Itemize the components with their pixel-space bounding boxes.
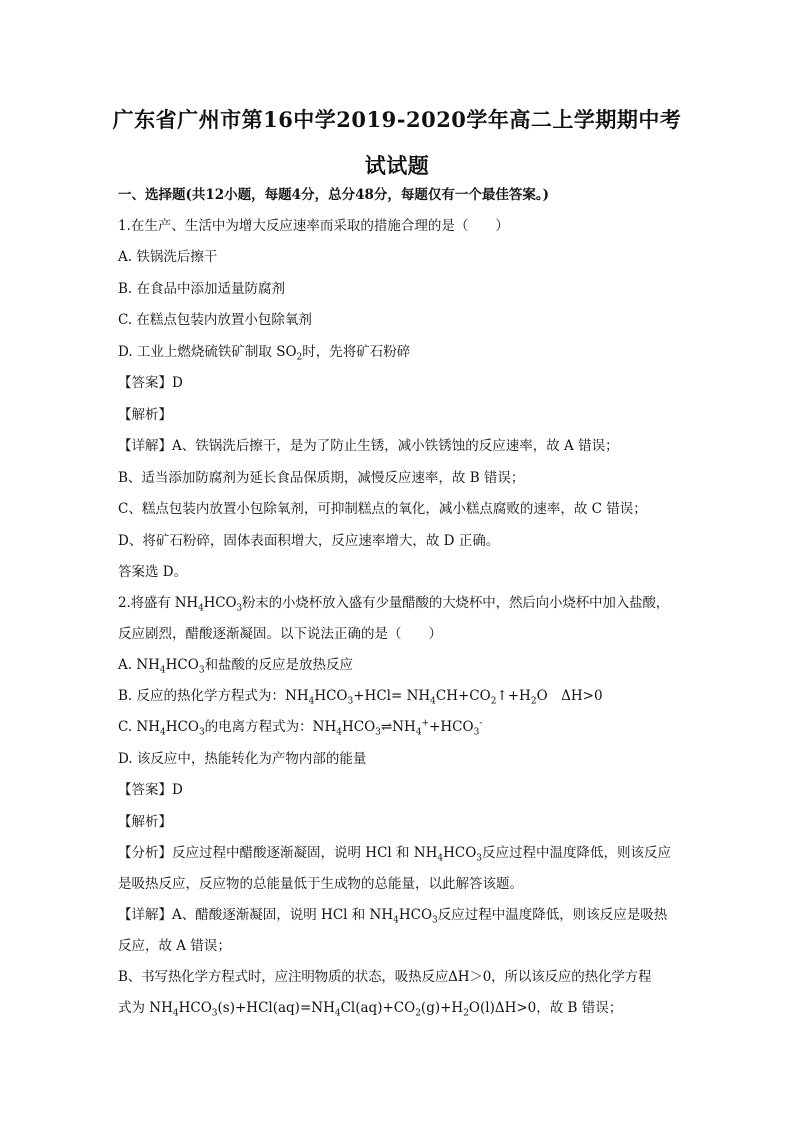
text: ↑+H (496, 688, 531, 704)
subscript: 2 (463, 1008, 469, 1019)
q2-detail-b-line-1: B、书写热化学方程式时，应注明物质的状态，吸热反应ΔH＞0，所以该反应的热化学方程 (118, 969, 652, 985)
subscript: 3 (211, 1008, 218, 1019)
text: CH+CO (435, 688, 491, 704)
subscript: 4 (415, 727, 422, 738)
subscript: 4 (308, 696, 315, 707)
q1-detail-a: 【详解】A、铁锅洗后擦干，是为了防止生锈，减小铁锈蚀的反应速率，故 A 错误； (118, 438, 619, 454)
q1-detail-d: D、将矿石粉碎，固体表面积增大，反应速率增大，故 D 正确。 (118, 533, 500, 549)
text: 粉末的小烧杯放入盛有少量醋酸的大烧杯中，然后向小烧杯中加入盐酸， (241, 595, 670, 611)
text: 【分析】反应过程中醋酸逐渐凝固，说明 HCl 和 NH (118, 845, 438, 861)
text: HCO (342, 719, 376, 735)
text: 的电离方程式为：NH (204, 719, 337, 735)
text: 反应过程中温度降低，则该反应是吸热 (437, 907, 668, 923)
q2-option-c (118, 718, 482, 736)
q2-option-b (118, 687, 603, 705)
q1-conclusion: 答案选 D。 (118, 564, 188, 580)
subscript: 4 (393, 915, 399, 926)
subscript: 4 (430, 696, 436, 707)
subscript: 4 (160, 727, 166, 738)
doc-title-line-2: 试试题 (364, 153, 430, 178)
q2-detail-b-line-2 (118, 999, 622, 1017)
q2-detail-a-line-1 (118, 906, 667, 924)
section-heading: 一、选择题(共12小题，每题4分，总分48分，每题仅有一个最佳答案。) (118, 187, 549, 203)
subscript: 2 (490, 696, 497, 707)
text: A. NH (118, 657, 160, 673)
subscript: 4 (172, 1008, 179, 1019)
subscript: 4 (336, 727, 342, 738)
text: 反应过程中温度降低，则该反应 (482, 845, 672, 861)
subscript: 3 (375, 727, 381, 738)
text: +HCl= NH (353, 688, 431, 704)
text: HCO (398, 907, 433, 923)
text: Cl(aq)+CO (340, 1000, 416, 1016)
text: O(l)ΔH>0，故 B 错误； (468, 1000, 623, 1016)
subscript: 4 (334, 1008, 341, 1019)
q2-detail-a-line-2: 反应，故 A 错误； (118, 938, 231, 954)
q2-answer: 【答案】D (118, 782, 183, 798)
q2-stem-line-1 (118, 594, 669, 612)
subscript: 3 (347, 696, 354, 707)
text: 【详解】A、醋酸逐渐凝固，说明 HCl 和 NH (118, 907, 394, 923)
q1-option-c: C. 在糕点包装内放置小包除氧剂 (118, 312, 312, 328)
text: 时，先将矿石粉碎 (302, 344, 411, 360)
subscript: 3 (236, 603, 242, 614)
q2-analysis-line-1 (118, 844, 671, 862)
text: HCO (165, 719, 199, 735)
text: 式为 NH (118, 1000, 173, 1016)
q1-answer: 【答案】D (118, 375, 183, 391)
subscript: 3 (473, 727, 480, 738)
subscript: 3 (476, 853, 483, 864)
subscript: 2 (530, 696, 537, 707)
q1-stem: 1.在生产、生活中为增大反应速率而采取的措施合理的是（ ） (118, 218, 509, 234)
text: B. 反应的热化学方程式为：NH (118, 688, 309, 704)
subscript: 4 (159, 665, 166, 676)
text: (s)+HCl(aq)=NH (217, 1000, 335, 1016)
q2-stem-line-2: 反应剧烈，醋酸逐渐凝固。以下说法正确的是（ ） (118, 626, 442, 642)
q1-option-b: B. 在食品中添加适量防腐剂 (118, 281, 286, 297)
text: 2.将盛有 NH (118, 595, 199, 611)
q1-detail-b: B、适当添加防腐剂为延长食品保质期，减慢反应速率，故 B 错误； (118, 470, 525, 486)
subscript: 3 (198, 665, 205, 676)
subscript: 2 (296, 352, 303, 363)
text: C. NH (118, 719, 161, 735)
text: 和盐酸的反应是放热反应 (204, 657, 354, 673)
text: HCO (165, 657, 199, 673)
superscript: - (479, 718, 483, 729)
text: O ΔH>0 (536, 688, 603, 704)
q1-option-a: A. 铁锅洗后擦干 (118, 249, 218, 265)
subscript: 4 (437, 853, 444, 864)
subscript: 2 (415, 1008, 421, 1019)
q1-analysis-label: 【解析】 (118, 407, 172, 423)
q2-option-a (118, 656, 353, 674)
q2-option-d: D. 该反应中，热能转化为产物内部的能量 (118, 751, 367, 767)
q2-analysis-label: 【解析】 (118, 814, 172, 830)
text: D. 工业上燃烧硫铁矿制取 SO (118, 344, 297, 360)
text: HCO (314, 688, 348, 704)
q1-option-d (118, 343, 410, 361)
text: ⇌NH (380, 719, 416, 735)
superscript: + (421, 718, 430, 729)
doc-title-line-1: 广东省广州市第16中学2019-2020学年高二上学期期中考 (112, 107, 682, 132)
text: (g)+H (420, 1000, 464, 1016)
q1-detail-c: C、糕点包装内放置小包除氧剂，可抑制糕点的氧化，减小糕点腐败的速率，故 C 错误； (118, 501, 647, 517)
q2-analysis-line-2: 是吸热反应，反应物的总能量低于生成物的总能量，以此解答该题。 (118, 876, 523, 892)
text: HCO (203, 595, 237, 611)
text: HCO (443, 845, 477, 861)
text: +HCO (429, 719, 474, 735)
text: HCO (178, 1000, 212, 1016)
subscript: 3 (198, 727, 205, 738)
subscript: 3 (432, 915, 438, 926)
subscript: 4 (198, 603, 204, 614)
